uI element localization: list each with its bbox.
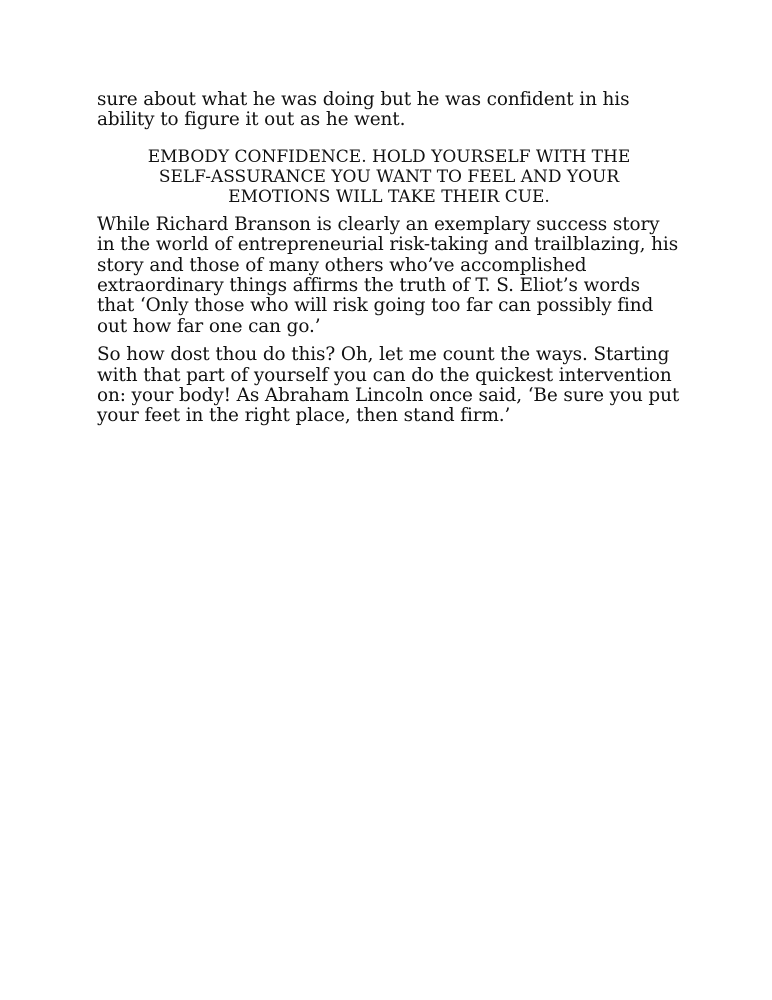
pull-quote-callout: EMBODY CONFIDENCE. HOLD YOURSELF WITH THE SELF-ASSURANCE YOU WANT TO FEEL AND YOUR EMOTIONS WILL TAKE THEIR CUE. <box>147 146 631 207</box>
paragraph-branson: While Richard Branson is clearly an exemplary success story in the world of entrepreneurial risk-taking and trailblazing, his story and those of many others who’ve accomplished extraordinary things affirms the truth of T. S. Eliot’s words that ‘Only those who will risk going too far can possibly find out how far one can go.’ <box>97 213 679 337</box>
paragraph-continuation: sure about what he was doing but he was confident in his ability to figure it out as he went. <box>97 89 630 131</box>
page-content <box>97 90 681 435</box>
paragraph-lincoln: So how dost thou do this? Oh, let me count the ways. Starting with that part of yourself you can do the quickest intervention on: your body! As Abraham Lincoln once said, ‘Be sure you put your feet in the right place, then stand firm.’ <box>97 344 680 427</box>
